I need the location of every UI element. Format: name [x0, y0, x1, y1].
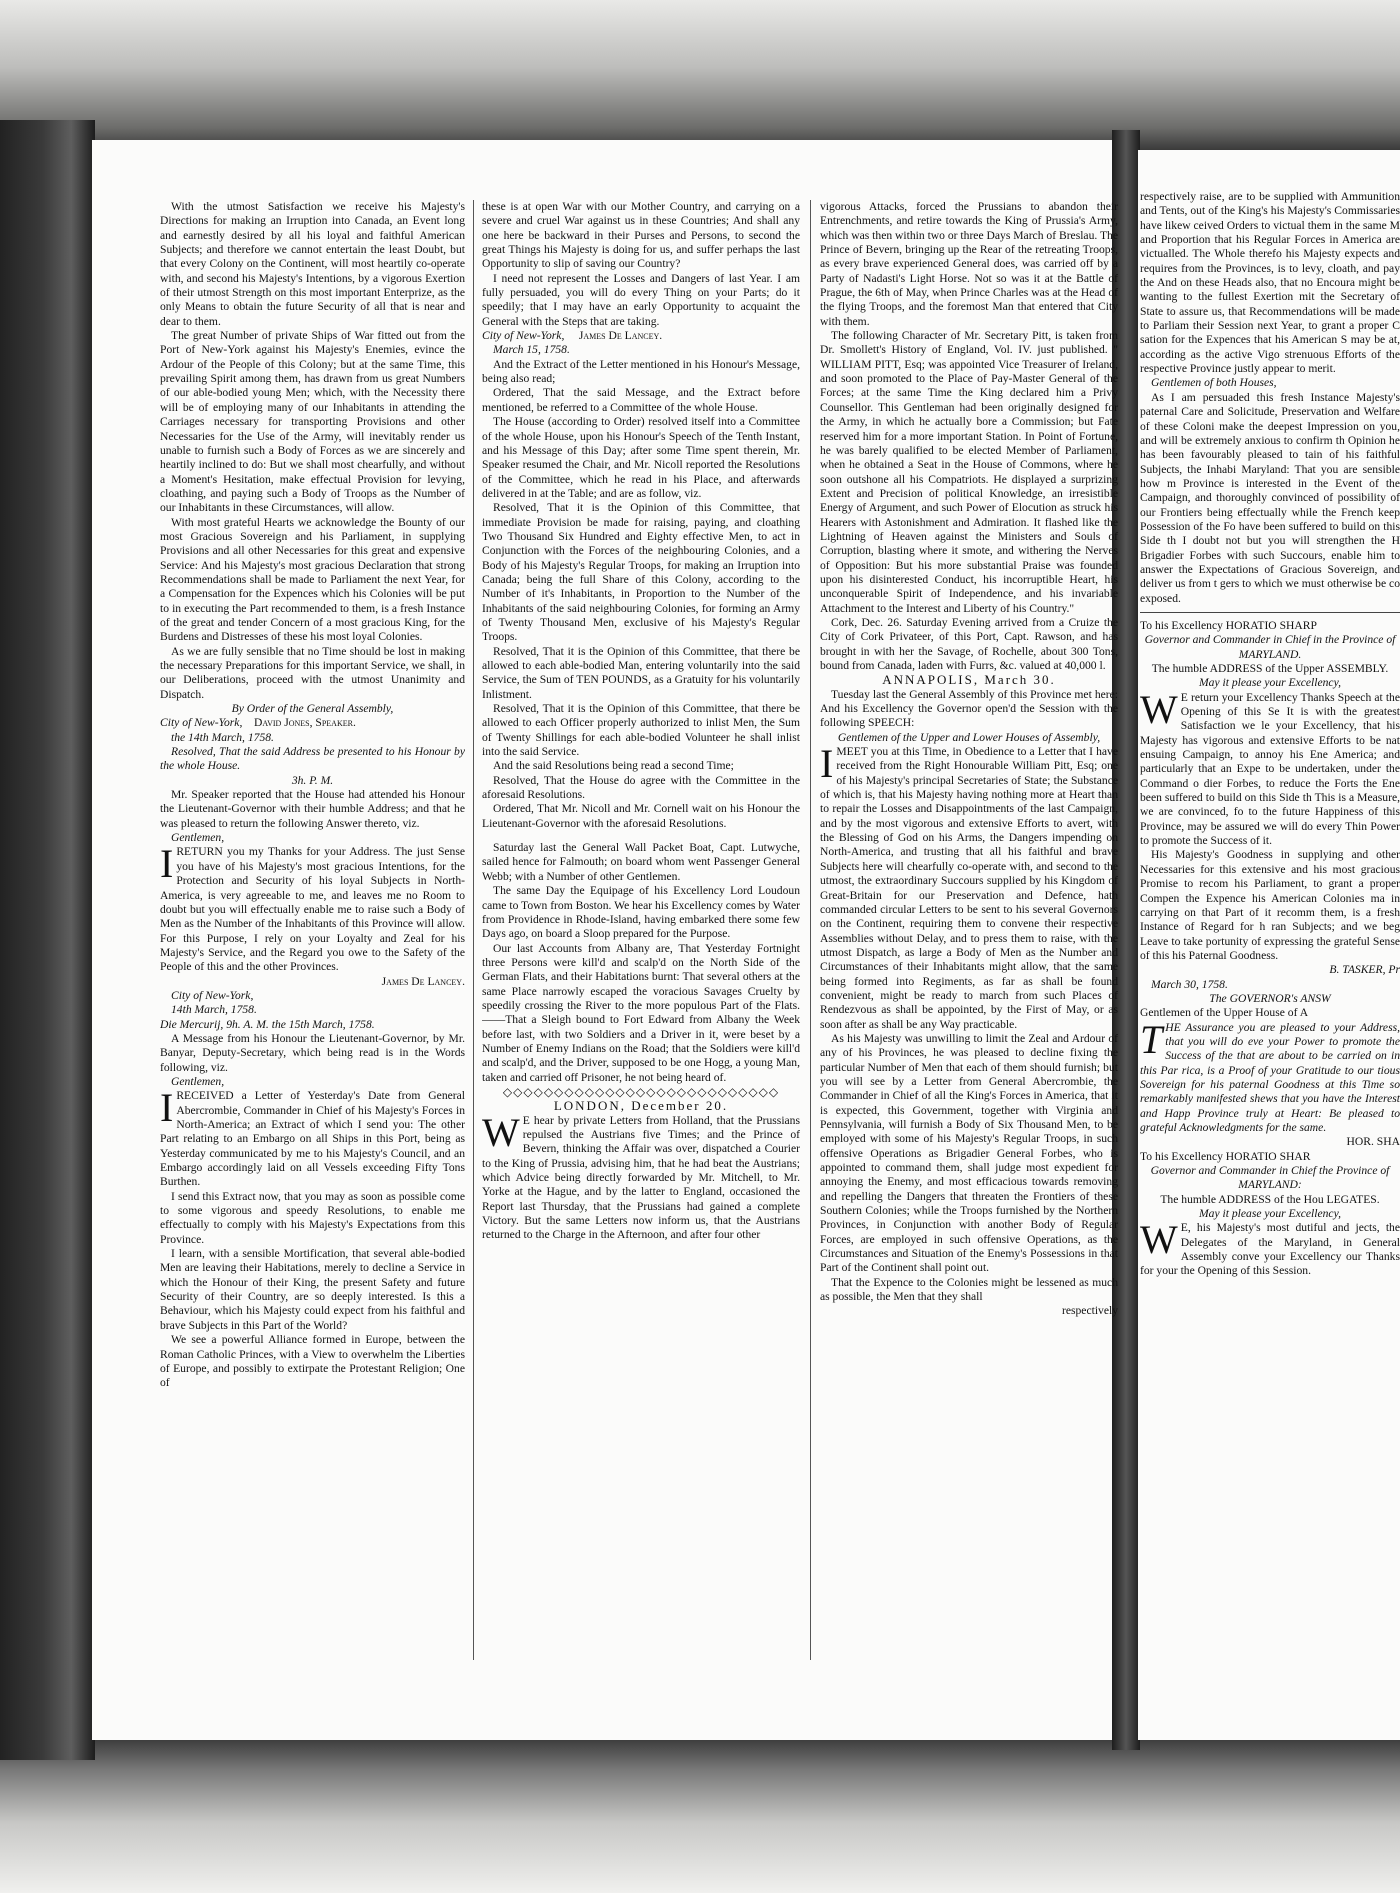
- signature-place: City of New-York,: [171, 988, 254, 1002]
- drop-cap: I: [820, 741, 834, 787]
- drop-cap: I: [160, 1085, 174, 1131]
- answer-subheading: Gentlemen of the Upper House of A: [1140, 1006, 1309, 1020]
- drop-cap: W: [1140, 1217, 1178, 1263]
- date-heading: Die Mercurij, 9h. A. M. the 15th March, 1758.: [160, 1017, 375, 1031]
- paragraph: I learn, with a sensible Mortification, that several able-bodied Men are leaving their Habitations, merely to decline a Service in which the Honour of their King, the present Safety and future Security of their Country, are so deeply interested. Is this a Behaviour, which his Majesty could expect from his faithful and brave Subjects in this Part of the World?: [160, 1247, 465, 1332]
- paragraph: The same Day the Equipage of his Excellency Lord Loudoun came to Town from Boston. We hear his Excellency comes by Water from Providence in Rhode-Island, having embarked there some few Days ago, on board a Sloop prepared for the Purpose.: [482, 884, 800, 941]
- drop-cap: T: [1140, 1016, 1163, 1062]
- paragraph: I send this Extract now, that you may as soon as possible come to some vigorous and speedy Resolutions, to enable me effectually to comply with his Majesty's Expectations from this Province.: [160, 1189, 465, 1246]
- paragraph: HE Assurance you are pleased to your Address, that you will do eve your Power to promote the Success of the that are about to be carried on in this Par rica, is a Proof of your Gratitude to our tious Sovereign for his paternal Goodness at this Time so remarkably manifested shews that you have the Interest and Happ Province truly at Heart: Be pleased to grateful Acknowledgments for the same.: [1140, 1020, 1400, 1134]
- scan-border-bottom: [0, 1738, 1400, 1893]
- paragraph: Resolved, That it is the Opinion of this Committee, that there be allowed to each able-bodied Man, entering voluntarily into the said Service, the Sum of TEN POUNDS, as a Gratuity for his voluntarily Inlistment.: [482, 644, 800, 701]
- address-subheading: Governor and Commander in Chief in the Province of MARYLAND.: [1144, 633, 1396, 661]
- column-1: [160, 200, 465, 1660]
- order-line: By Order of the General Assembly,: [231, 702, 394, 716]
- signature-date: March 30, 1758.: [1151, 977, 1228, 991]
- column-4: [1140, 190, 1400, 1650]
- paragraph: I need not represent the Losses and Dangers of last Year. I am fully persuaded, you will do every Thing on your Parts; do it speedily; that I may have an early Opportunity to acquaint the General with the Steps that are taking.: [482, 271, 800, 328]
- paragraph: RECEIVED a Letter of Yesterday's Date from General Abercrombie, Commander in Chief of his Majesty's Forces in North-America; an Extract of which I send you: The other Part relating to an Embargo on all Ships in this Port, being as Yesterday communicated by me to his Majesty's Council, and an Embargo accordingly laid on all Vessels exceeding Fifty Tons Burthen.: [160, 1089, 465, 1189]
- dateline-heading: ANNAPOLIS, March 30.: [882, 672, 1056, 688]
- book-spine: [0, 120, 95, 1760]
- paragraph: Resolved, That it is the Opinion of this Committee, that there be allowed to each Officer properly authorized to inlist Men, the Sum of Twenty Shillings for each able-bodied Volunteer he shall inlist into the said Service.: [482, 702, 800, 759]
- signature-date: 14th March, 1758.: [171, 1003, 257, 1017]
- paragraph: E return your Excellency Thanks Speech at the Opening of this Se It is with the greatest Satisfaction we le your Excellency, that his Majesty has vigorous and extensive Efforts to be nat ensuing Campaign, to annoy his Ene America; and particularly that an Expe to be undertaken, under the Command o dier Forbes, to reduce the Forts the Ene been suffered to build on this Side th This is a Measure, we are convinced, fo to the future Happiness of this Province, may be assured we will do every Thin Power to promote the Success of it.: [1140, 690, 1400, 848]
- paragraph: And the Extract of the Letter mentioned in his Honour's Message, being also read;: [482, 357, 800, 386]
- address-title: The humble ADDRESS of the Upper ASSEMBLY.: [1151, 662, 1389, 675]
- ornament-divider: ◇◇◇◇◇◇◇◇◇◇◇◇◇◇◇◇◇◇◇◇◇◇◇◇◇◇◇: [502, 1084, 780, 1099]
- catchword: respectively: [1061, 1304, 1118, 1318]
- paragraph: Resolved, That the House do agree with the Committee in the aforesaid Resolutions.: [482, 773, 800, 802]
- paragraph: And the said Resolutions being read a second Time;: [493, 759, 734, 773]
- paragraph: As we are fully sensible that no Time should be lost in making the necessary Preparations for this important Service, we shall, in our Deliberations, proceed with the utmost Unanimity and Dispatch.: [160, 644, 465, 701]
- paragraph: Resolved, That it is the Opinion of this Committee, that immediate Provision be made for raising, paying, and cloathing Two Thousand Six Hundred and Eighty effective Men, to act in Conjunction with the Forces of the neighbouring Colonies, and a Body of his Majesty's Regular Troops, for making an Irruption into Canada; being the full Share of this Colony, according to the Number of it's Inhabitants, in Proportion to the Number of the Inhabitants of the said neighbouring Colonies, for forming an Army of Twenty Thousand Men, exclusive of his Majesty's Regular Troops.: [482, 501, 800, 644]
- signature-name: James De Lancey.: [578, 329, 663, 343]
- answer-heading: The GOVERNOR's ANSW: [1209, 991, 1331, 1005]
- paragraph: As I am persuaded this fresh Instance Majesty's paternal Care and Solicitude, Preservation and Welfare of these Coloni make the deepest Impression on you, and will be extremely anxious to confirm th Opinion he has been favourably pleased to tain of his faithful Subjects, the Inhabi Maryland: That you are sensible how m Province is interested in the Event of the Campaign, and thoroughly convinced of possibility of our Frontiers being effectually while the French keep Possession of the Fo have been suffered to build on this Side th I doubt not but you will strengthen the H Brigadier Forbes with such Succours, enable him to answer the Expectations of Gracious Sovereign, and deliver us from t gers to which we must otherwise be co exposed.: [1140, 390, 1400, 605]
- paragraph: these is at open War with our Mother Country, and carrying on a severe and cruel War against us in these Countries; And shall any one here be backward in their Purses and Persons, to second the great Things his Majesty is doing for us, and suffer perhaps the last Opportunity to slip of saving our Country?: [482, 200, 800, 271]
- signature-place: City of New-York,: [160, 716, 243, 730]
- paragraph: We see a powerful Alliance formed in Europe, between the Roman Catholic Princes, with a View to overwhelm the Liberties of Europe, and possibly to extirpate the Protestant Religion; One of: [160, 1333, 465, 1390]
- paragraph: RETURN you my Thanks for your Address. The just Sense you have of his Majesty's most gracious Intentions, for the Protection and Security of his loyal Subjects in North-America, is very agreeable to me, and leaves me no Room to doubt but you will effectually enable me to raise such a Body of Men as the Number of the Inhabitants of this Province will allow. For this Purpose, I rely on your Loyalty and Zeal for his Majesty's Service, and the Regard you owe to the Safety of the People of this and the other Provinces.: [160, 845, 465, 974]
- signature-name: James De Lancey.: [381, 974, 465, 988]
- address-subheading: Governor and Commander in Chief the Province of MARYLAND:: [1150, 1164, 1390, 1192]
- column-2: [482, 200, 800, 1660]
- salutation: Gentlemen of both Houses,: [1151, 376, 1277, 390]
- paragraph: vigorous Attacks, forced the Prussians to abandon their Entrenchments, and retire towards the King of Prussia's Army, which was then within two or three Days March of Breslau. The Prince of Bevern, bringing up the Rear of the retreating Troops, as every brave experienced General does, was carried off by a Party of Nadasti's Light Horse. Not so was it at the Battle of Prague, the 6th of May, when Prince Charles was at the Head of the flying Troops, and the foremost Man that entered that City with them.: [820, 200, 1118, 328]
- salutation: Gentlemen,: [171, 831, 225, 845]
- paragraph: Mr. Speaker reported that the House had attended his Honour the Lieutenant-Governor with their humble Address; and that he was pleased to return the following Answer thereto, viz.: [160, 788, 465, 830]
- paragraph: The following Character of Mr. Secretary Pitt, is taken from Dr. Smollett's History of England, Vol. IV. just published. " WILLIAM PITT, Esq; was appointed Vice Treasurer of Ireland, and soon promoted to the Place of Pay-Master General of the Forces; at the same Time the King declared him a Privy Counsellor. This Gentleman had been originally designed for the Army, in which he actually bore a Commission; but Fate reserved him for a more important Station. In Point of Fortune, he was barely qualified to be elected Member of Parliament, when he obtained a Seat in the House of Commons, where he soon outshone all his Compatriots. He displayed a surprizing Extent and Precision of political Knowledge, an irresistible Energy of Argument, and such Power of Elocution as struck his Hearers with Astonishment and Admiration. It flashed like the Lightning of Heaven against the Ministers and Souls of Corruption, blasting where it smote, and withering the Nerves of Opposition: But his more substantial Praise was founded upon his disinterested Conduct, his incorruptible Heart, his unconquerable Spirit of Independence, and his invariable Attachment to the Interest and Liberty of his Country.": [820, 329, 1118, 615]
- salutation: May it please your Excellency,: [1199, 1207, 1341, 1221]
- signature-place: City of New-York,: [482, 329, 565, 343]
- column-rule: [810, 200, 811, 1660]
- paragraph: Tuesday last the General Assembly of this Province met here: And his Excellency the Governor open'd the Session with the following SPEECH:: [820, 687, 1118, 730]
- drop-cap: W: [482, 1109, 520, 1155]
- paragraph: A Message from his Honour the Lieutenant-Governor, by Mr. Banyar, Deputy-Secretary, which being read is in the Words following, viz.: [160, 1031, 465, 1074]
- paragraph: His Majesty's Goodness in supplying and other Necessaries for this extensive and his most gracious Promise to recom his Parliament, to grant a proper Compen the Expence his American Colonies ma in carrying on that Part of it recomm them, is a fresh Instance of Regard for h ran Subjects; and we beg Leave to take portunity of expressing the grateful Sense of this his Paternal Goodness.: [1140, 848, 1400, 962]
- column-3: [820, 200, 1118, 1660]
- drop-cap: I: [160, 841, 174, 887]
- address-heading: To his Excellency HORATIO SHAR: [1140, 1149, 1311, 1163]
- address-title: The humble ADDRESS of the Hou LEGATES.: [1160, 1192, 1380, 1206]
- paragraph: respectively raise, are to be supplied with Ammunition and Tents, out of the King's his Majesty's Commissaries have likew ceived Orders to victual them in the same M and Proportion that his Regular Forces in America are victualled. The Whole therefo his Majesty expects and requires from the Provinces, is to levy, cloath, and pay the And on these Heads also, that no Encoura might be wanting to the fullest Exertion mit the Secretary of State to assure us, that Recommendations will be made to Parliam their Session next Year, to grant a proper C sation for the Expences that his American S may be at, according as the active Vigo strenuous Efforts of the respective Province justly appear to merit.: [1140, 190, 1400, 376]
- signature-name: HOR. SHA: [1346, 1135, 1400, 1149]
- paragraph: Ordered, That Mr. Nicoll and Mr. Cornell wait on his Honour the Lieutenant-Governor with the aforesaid Resolutions.: [482, 802, 800, 830]
- salutation: May it please your Excellency,: [1199, 676, 1341, 690]
- scan-border-top: [0, 0, 1400, 150]
- signature-name: B. TASKER, Pr: [1329, 963, 1400, 977]
- signature-date: March 15, 1758.: [493, 343, 570, 357]
- paragraph: As his Majesty was unwilling to limit the Zeal and Ardour of any of his Provinces, he was pleased to decline fixing the particular Number of Men that each of them should furnish; but you will see by a Letter from General Abercrombie, the Commander in Chief of all the King's Forces in America, that it is expected, this Government, together with Virginia and Pennsylvania, will furnish a Body of Six Thousand Men, to be employed with some of his Majesty's Regular Troops, in such offensive Operations as Brigadier General Forbes, who is appointed to command them, shall judge most expedient for annoying the Enemy, and most efficacious towards removing and repelling the Dangers that threaten the Frontiers of these Southern Colonies; while the Troops furnished by the Northern Provinces, in Conjunction with another Body of Regular Forces, are employed in such offensive Operations, as the Circumstances and Situation of the Enemy's Possessions in that Part of the Continent shall point out.: [820, 1031, 1118, 1275]
- dateline-heading: LONDON, December 20.: [553, 1098, 729, 1114]
- column-rule: [473, 200, 474, 1660]
- paragraph: Saturday last the General Wall Packet Boat, Capt. Lutwyche, sailed hence for Falmouth; on board whom went Passenger General Webb; with a Number of other Gentlemen.: [482, 841, 800, 883]
- paragraph: MEET you at this Time, in Obedience to a Letter that I have received from the Right Honourable William Pitt, Esq; one of his Majesty's principal Secretaries of State; the Substance of which is, that his Majesty having nothing more at Heart than to repair the Losses and Disappointments of the last Campaign, and by the most vigorous and extensive Efforts to avert, with the Blessing of God on his Arms, the Dangers impending on North-America, and trusting that all his faithful and brave Subjects here will chearfully co-operate with, and second to the utmost, the extraordinary Succours supplied by his Kingdom of Great-Britain for our Preservation and Defence, hath commanded circular Letters to be sent to his several Governors on the Continent, requiring them to convene their respective Assemblies without Delay, and to press them to raise, with the utmost Dispatch, as large a Body of Men as the Number and Circumstances of their Inhabitants might allow, that the same being formed into Regiments, as far as shall be found convenient, might be ready to march from such Places of Rendezvous as shall be appointed, by the First of May, or as soon after as shall be any Way practicable.: [820, 745, 1118, 1031]
- salutation: Gentlemen of the Upper and Lower Houses of Assembly,: [837, 730, 1101, 744]
- paragraph: With most grateful Hearts we acknowledge the Bounty of our most Gracious Sovereign and his Parliament, in supplying Provisions and all other Necessaries for this great and expensive Service: And his Majesty's most gracious Declaration that strong Recommendations shall be made to Parliament the next Year, for a Compensation for the Expences which his Colonies will be put to in executing the Part recommended to them, is a fresh Instance of the great and tender Concern of a most gracious King, for the Burdens and Distresses of these his most loyal Colonies.: [160, 515, 465, 644]
- paragraph: The House (according to Order) resolved itself into a Committee of the whole House, upon his Honour's Speech of the Tenth Instant, and his Message of this Day; after some Time spent therein, Mr. Speaker resumed the Chair, and Mr. Nicoll reported the Resolutions of the Committee, which he read in his Place, and afterwards delivered in at the Table; and are as follow, viz.: [482, 415, 800, 500]
- paragraph: Our last Accounts from Albany are, That Yesterday Fortnight three Persons were kill'd and scalp'd on the North Side of the German Flats, and their Habitations burnt: That several others at the same Place narrowly escaped the voracious Savages Cruelty by speedily crossing the River to the more populous Part of the Flats.——That a Sleigh bound to Fort Edward from Albany the Week before last, with two Soldiers and a Driver in it, were beset by a Number of Enemy Indians on the Road; that the Soldiers were kill'd and scalp'd, and the Driver, supposed to be one Hogg, a young Man, taken and carried off Prisoner, he not being heard of.: [482, 941, 800, 1084]
- salutation: Gentlemen,: [171, 1074, 225, 1088]
- paragraph: The great Number of private Ships of War fitted out from the Port of New-York against his Majesty's Enemies, evince the Ardour of the People of this Colony; but at the same Time, this prevailing Spirit among them, has drawn from us great Numbers of our able-bodied young Men; which, with the Necessity there will be of employing many of our Inhabitants in attending the Carriages necessary for transporting Provisions and other Necessaries for the Use of the Army, will inevitably render us unable to furnish such a Body of Forces as we are sincerely and heartily inclined to do: But we shall most chearfully, and without a Moment's Hesitation, make effectual Provision for levying, cloathing, and paying such a Body of Troops as the Number of our Inhabitants in these Circumstances, will allow.: [160, 329, 465, 515]
- address-heading: To his Excellency HORATIO SHARP: [1140, 618, 1317, 632]
- drop-cap: W: [1140, 686, 1178, 732]
- resolution: Resolved, That the said Address be presented to his Honour by the whole House.: [160, 745, 465, 773]
- signature-date: the 14th March, 1758.: [171, 730, 274, 744]
- paragraph: With the utmost Satisfaction we receive his Majesty's Directions for making an Irruption into Canada, an Event long and earnestly desired by all his loyal and faithful American Subjects; and therefore we cannot entertain the least Doubt, but that every Colony on the Continent, will most heartily co-operate with, and second his Majesty's Intentions, by a vigorous Exertion of their utmost Strength on this most important Enterprize, as the only Means to obtain the future Security of all that is near and dear to them.: [160, 200, 465, 328]
- paragraph: Cork, Dec. 26. Saturday Evening arrived from a Cruize the City of Cork Privateer, of this Port, Capt. Rawson, and has brought in with her the Savage, of Rochelle, about 300 Tons, bound from Canada, laden with Furrs, &c. valued at 40,000 l.: [820, 615, 1118, 672]
- paragraph: E hear by private Letters from Holland, that the Prussians repulsed the Austrians five Times; and the Prince of Bevern, thinking the Affair was over, dispatched a Courier to the King of Prussia, advising him, that he had beat the Austrians; which Advice being directly forwarded by Mr. Mitchell, to Mr. Yorke at the Hague, and by the latter to England, occasioned the Report last Thursday, that the Prussians had gained a complete Victory. But the same Letters now inform us, that the Austrians returned to the Charge in the Afternoon, and after four other: [482, 1113, 800, 1242]
- signature-name: David Jones, Speaker.: [253, 716, 356, 730]
- paragraph: E, his Majesty's most dutiful and jects, the Delegates of the Maryland, in General Assembly conve your Excellency our Thanks for your the Opening of this Session.: [1140, 1221, 1400, 1278]
- paragraph: Ordered, That the said Message, and the Extract before mentioned, be referred to a Committee of the whole House.: [482, 386, 800, 414]
- paragraph: That the Expence to the Colonies might be lessened as much as possible, the Men that they shall: [820, 1275, 1118, 1304]
- time-heading: 3h. P. M.: [291, 773, 334, 787]
